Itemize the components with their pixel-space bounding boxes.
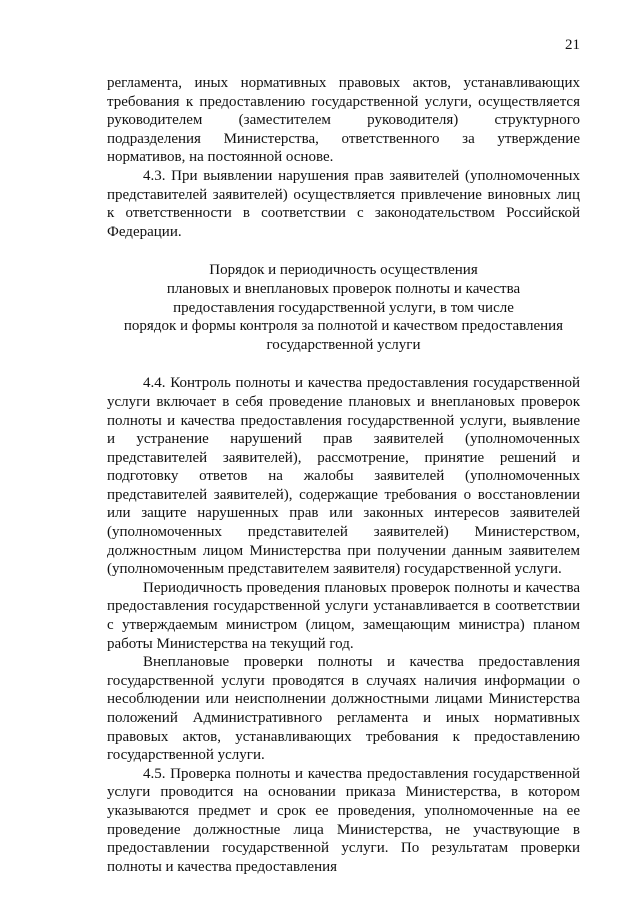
paragraph-continuation: регламента, иных нормативных правовых актов, устанавливающих требования к предоставлению государственной услуги, осуществляется руководителем (заместителем руководителя) структурного подразделения Министерства, ответственного за утверждение нормативов, на постоянной основе. [107, 75, 580, 166]
paragraph-4-3: 4.3. При выявлении нарушения прав заявителей (уполномоченных представителей заявителей) осуществляется привлечение виновных лиц к ответственности в соответствии с законодательством Российской Федерации. [107, 167, 580, 240]
paragraph-4-5: 4.5. Проверка полноты и качества предоставления государственной услуги проводится на основании приказа Министерства, в котором указываются предмет и срок ее проведения, уполномоченные на ее проведение должностные лица Министерства, не участвующие в предоставлении государственной услуги. По результатам проверки полноты и качества предоставления [107, 765, 580, 875]
paragraph-unscheduled: Внеплановые проверки полноты и качества предоставления государственной услуги проводятся в случаях наличия информации о несоблюдении или неисполнении должностными лицами Министерства положений Административного регламента и иных нормативных правовых актов, устанавливающих требования к предоставлению государственной услуги. [107, 654, 580, 764]
document-body [107, 74, 580, 876]
heading-line: порядок и формы контроля за полнотой и качеством предоставления [123, 318, 564, 335]
heading-line: государственной услуги [266, 336, 421, 353]
heading-line: Порядок и периодичность осуществления [209, 262, 478, 279]
heading-line: плановых и внеплановых проверок полноты и качества [166, 280, 521, 297]
paragraph-4-4: 4.4. Контроль полноты и качества предоставления государственной услуги включает в себя проведение плановых и внеплановых проверок полноты и качества предоставления государственной услуги, выявление и устранение нарушений прав заявителей (уполномоченных представителей заявителей), рассмотрение, принятие решений и подготовку ответов на жалобы заявителей (уполномоченных представителей заявителей), содержащие требования о восстановлении или защите нарушенных прав или законных интересов заявителей (уполномоченных представителей заявителей) Министерством, должностным лицом Министерства при получении данным заявителем (уполномоченным представителем заявителя) государственной услуги. [107, 375, 580, 578]
paragraph-periodicity: Периодичность проведения плановых проверок полноты и качества предоставления государственной услуги устанавливается в соответствии с утверждаемым министром (лицом, замещающим министра) планом работы Министерства на текущий год. [107, 579, 580, 652]
heading-line: предоставления государственной услуги, в том числе [173, 299, 514, 316]
section-heading [107, 261, 580, 354]
page-number: 21 [565, 37, 580, 53]
